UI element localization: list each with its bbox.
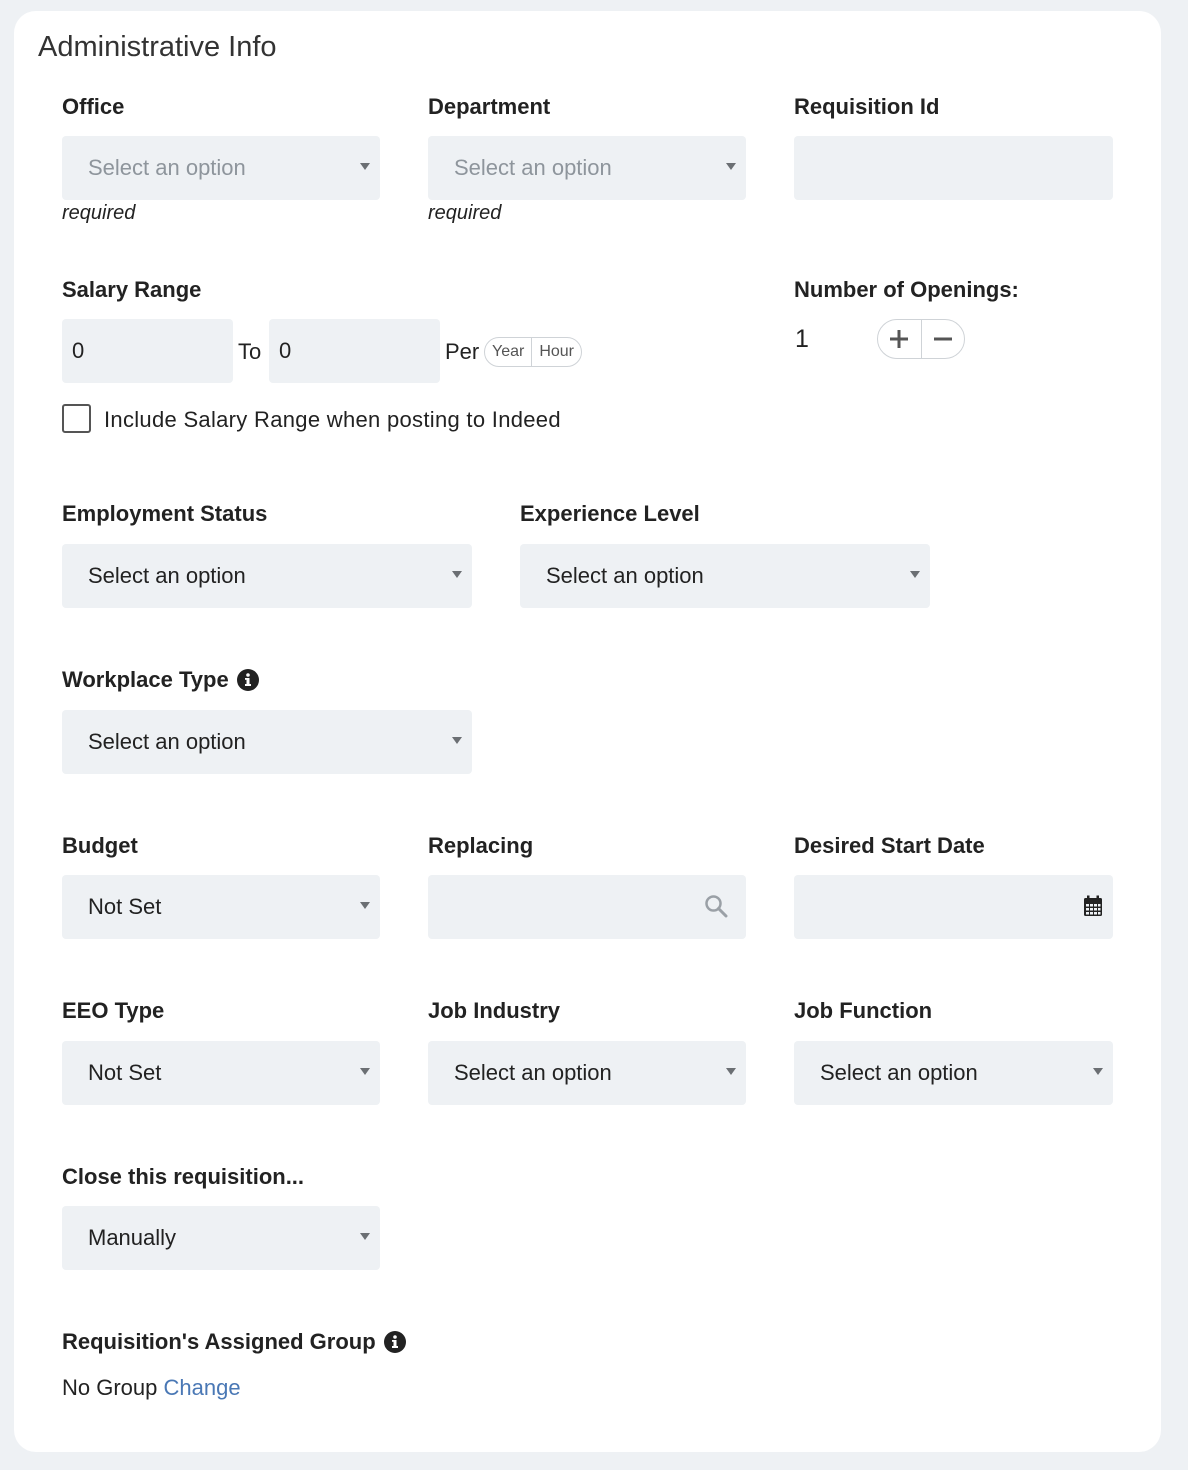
chevron-down-icon (1093, 1068, 1103, 1075)
eeo-type-label: EEO Type (62, 998, 165, 1023)
office-required-hint: required (62, 202, 136, 224)
admin-info-card (14, 11, 1161, 1452)
budget-label: Budget (62, 833, 138, 858)
period-year-option[interactable]: Year (492, 343, 525, 360)
budget-select[interactable] (62, 875, 380, 939)
section-title: Administrative Info (38, 31, 277, 63)
experience-level-value: Select an option (546, 563, 704, 588)
office-label: Office (62, 94, 125, 119)
close-requisition-label: Close this requisition... (62, 1164, 305, 1189)
experience-level-select[interactable] (520, 544, 930, 608)
increment-button[interactable] (878, 320, 921, 358)
department-required-hint: required (428, 202, 502, 224)
chevron-down-icon (726, 1068, 736, 1075)
chevron-down-icon (910, 571, 920, 578)
department-select-value: Select an option (454, 155, 612, 180)
replacing-search-input[interactable] (428, 875, 746, 939)
replacing-label: Replacing (428, 833, 534, 858)
chevron-down-icon (452, 571, 462, 578)
info-icon[interactable] (384, 1331, 406, 1353)
chevron-down-icon (360, 1233, 370, 1240)
period-hour-option[interactable]: Hour (531, 338, 581, 366)
salary-from-input[interactable]: 0 (62, 319, 233, 383)
chevron-down-icon (360, 902, 370, 909)
desired-start-date-label: Desired Start Date (794, 833, 985, 858)
assigned-group-label-row (62, 1329, 406, 1355)
experience-level-label: Experience Level (520, 501, 700, 526)
calendar-icon[interactable] (1083, 895, 1103, 923)
workplace-type-label-row (62, 667, 259, 693)
office-select-value: Select an option (88, 155, 246, 180)
minus-icon (932, 328, 954, 350)
assigned-group-label: Requisition's Assigned Group (62, 1329, 376, 1354)
job-industry-value: Select an option (454, 1060, 612, 1085)
info-icon[interactable] (237, 669, 259, 691)
job-function-value: Select an option (820, 1060, 978, 1085)
workplace-type-value: Select an option (88, 729, 246, 754)
department-label: Department (428, 94, 551, 119)
workplace-type-select[interactable] (62, 710, 472, 774)
search-icon (704, 894, 728, 924)
requisition-id-label: Requisition Id (794, 94, 940, 119)
indeed-salary-checkbox[interactable] (62, 404, 91, 433)
requisition-id-input[interactable] (794, 136, 1113, 200)
plus-icon (888, 328, 910, 350)
close-requisition-select[interactable] (62, 1206, 380, 1270)
indeed-salary-checkbox-label: Include Salary Range when posting to Indeed (104, 407, 561, 432)
eeo-type-value: Not Set (88, 1060, 162, 1085)
openings-label: Number of Openings: (794, 277, 1019, 302)
job-function-select[interactable] (794, 1041, 1113, 1105)
budget-value: Not Set (88, 894, 162, 919)
chevron-down-icon (360, 163, 370, 170)
employment-status-value: Select an option (88, 563, 246, 588)
salary-range-label: Salary Range (62, 277, 202, 302)
assigned-group-value: No Group (62, 1375, 164, 1400)
eeo-type-select[interactable] (62, 1041, 380, 1105)
desired-start-date-input[interactable] (794, 875, 1113, 939)
salary-to-label: To (238, 339, 262, 364)
change-group-link[interactable]: Change (163, 1375, 241, 1400)
job-industry-label: Job Industry (428, 998, 561, 1023)
office-select[interactable] (62, 136, 380, 200)
openings-stepper (877, 319, 965, 359)
chevron-down-icon (726, 163, 736, 170)
openings-value: 1 (795, 325, 809, 353)
close-requisition-value: Manually (88, 1225, 177, 1250)
employment-status-label: Employment Status (62, 501, 268, 526)
chevron-down-icon (452, 737, 462, 744)
job-function-label: Job Function (794, 998, 933, 1023)
employment-status-select[interactable] (62, 544, 472, 608)
decrement-button[interactable] (921, 320, 965, 358)
salary-per-label: Per (445, 339, 480, 364)
job-industry-select[interactable] (428, 1041, 746, 1105)
workplace-type-label: Workplace Type (62, 667, 229, 692)
department-select[interactable] (428, 136, 746, 200)
assigned-group-row (62, 1375, 241, 1401)
salary-period-toggle (484, 337, 582, 367)
salary-to-input[interactable]: 0 (269, 319, 440, 383)
chevron-down-icon (360, 1068, 370, 1075)
